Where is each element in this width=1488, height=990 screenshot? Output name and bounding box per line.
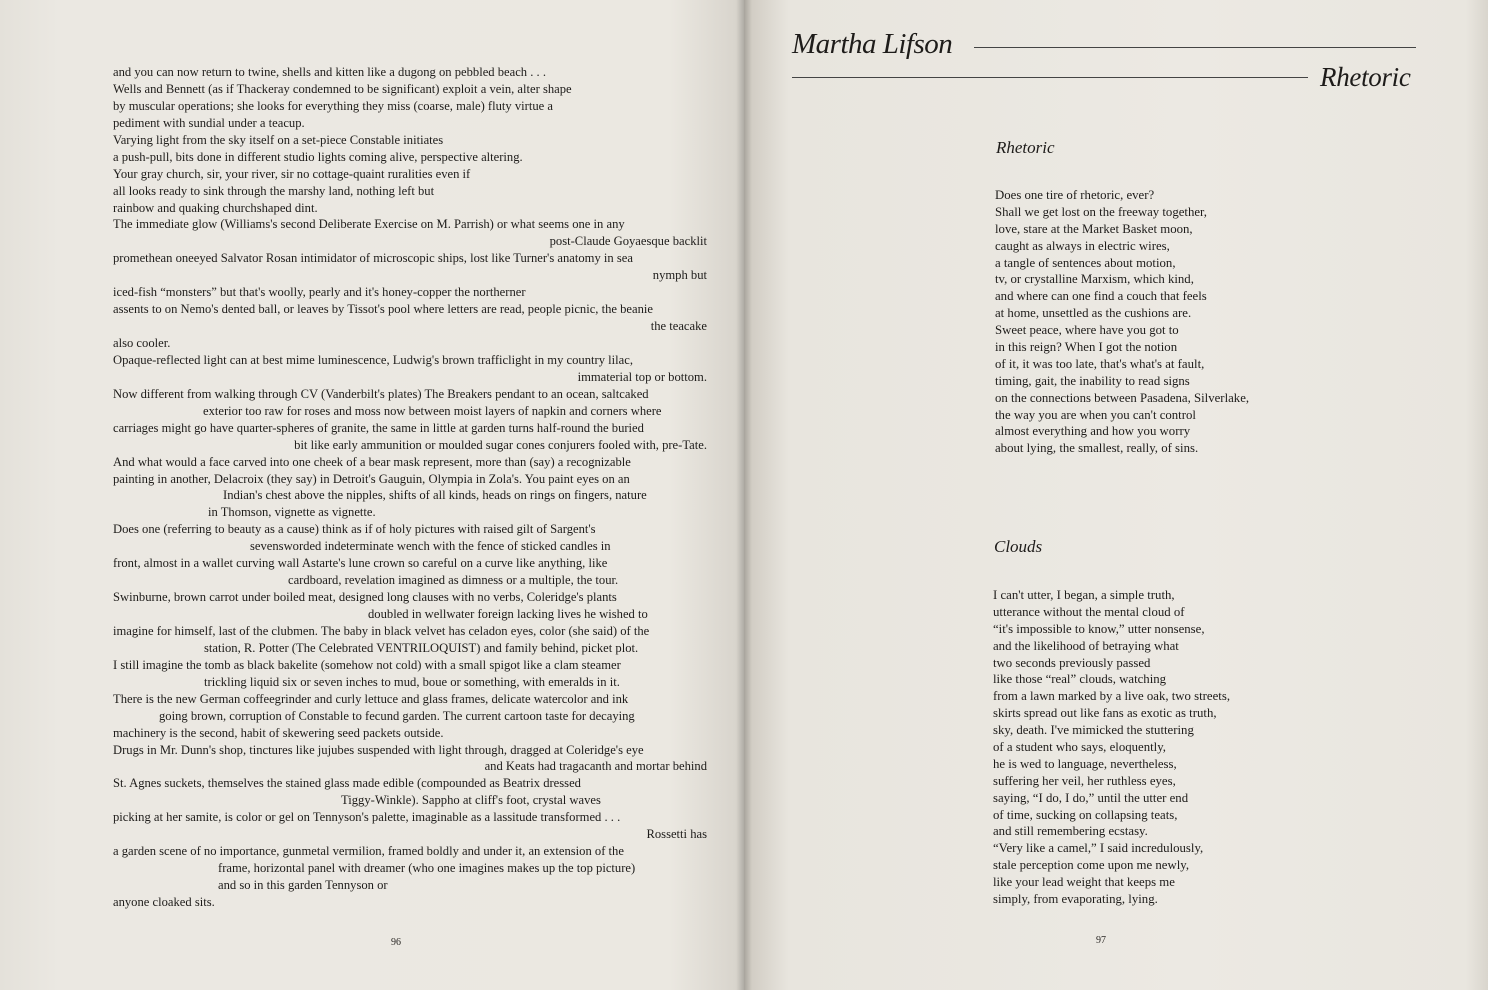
text-line: in Thomson, vignette as vignette. bbox=[208, 505, 376, 520]
text-line: Does one (referring to beauty as a cause) think as if of holy pictures with raised gilt of Sargent's bbox=[113, 522, 596, 537]
poem-line: utterance without the mental cloud of bbox=[993, 604, 1185, 619]
header-rule-top bbox=[974, 47, 1416, 48]
poem-line: he is wed to language, nevertheless, bbox=[993, 756, 1177, 771]
section-title: Rhetoric bbox=[1320, 62, 1411, 92]
text-line: and Keats had tragacanth and mortar behind bbox=[484, 759, 707, 774]
text-line: And what would a face carved into one cheek of a bear mask represent, more than (say) a recognizable bbox=[113, 454, 631, 469]
poem-line: of time, sucking on collapsing teats, bbox=[993, 807, 1178, 822]
text-line: front, almost in a wallet curving wall Astarte's lune crown so careful on a curve like anything, like bbox=[113, 556, 608, 571]
poem-line: Shall we get lost on the freeway together, bbox=[995, 204, 1207, 219]
text-line: Now different from walking through CV (Vanderbilt's plates) The Breakers pendant to an ocean, saltcaked bbox=[113, 386, 649, 401]
text-line: imagine for himself, last of the clubmen. The baby in black velvet has celadon eyes, color (she said) of the bbox=[113, 623, 650, 638]
poem-body-rhetoric bbox=[995, 187, 1315, 457]
text-line: Drugs in Mr. Dunn's shop, tinctures like jujubes suspended with light through, dragged at Coleridge's eye bbox=[113, 742, 644, 757]
text-line: St. Agnes suckets, themselves the stained glass made edible (compounded as Beatrix dressed bbox=[113, 776, 581, 791]
text-line: post-Claude Goyaesque backlit bbox=[549, 234, 707, 249]
poem-line: of a student who says, eloquently, bbox=[993, 740, 1166, 755]
text-line: picking at her samite, is color or gel on Tennyson's palette, imaginable as a lassitude transformed . . . bbox=[113, 810, 621, 825]
text-line: Swinburne, brown carrot under boiled meat, designed long clauses with no verbs, Coleridge's plants bbox=[113, 590, 617, 605]
text-line: exterior too raw for roses and moss now between moist layers of napkin and corners where bbox=[203, 403, 662, 418]
poem-line: from a lawn marked by a live oak, two streets, bbox=[993, 689, 1231, 704]
text-line: I still imagine the tomb as black bakelite (somehow not cold) with a small spigot like a clam steamer bbox=[113, 657, 621, 672]
text-line: trickling liquid six or seven inches to mud, boue or something, with emeralds in it. bbox=[204, 674, 620, 689]
poem-line: sky, death. I've mimicked the stuttering bbox=[993, 723, 1194, 738]
poem-title: Rhetoric bbox=[996, 138, 1055, 157]
poem-line: saying, “I do, I do,” until the utter end bbox=[993, 790, 1189, 805]
poem-line: Does one tire of rhetoric, ever? bbox=[995, 188, 1155, 202]
poem-line: simply, from evaporating, lying. bbox=[993, 892, 1158, 907]
author-name: Martha Lifson bbox=[792, 28, 953, 60]
right-page bbox=[744, 0, 1488, 990]
poem-line: almost everything and how you worry bbox=[995, 424, 1191, 439]
text-line: pediment with sundial under a teacup. bbox=[113, 115, 305, 130]
text-line: also cooler. bbox=[113, 336, 171, 350]
poem-line: and where can one find a couch that feels bbox=[995, 289, 1207, 304]
poem-line: two seconds previously passed bbox=[993, 655, 1151, 670]
text-line: machinery is the second, habit of skewering seed packets outside. bbox=[113, 725, 444, 740]
text-line: Your gray church, sir, your river, sir no cottage-quaint ruralities even if bbox=[113, 166, 471, 181]
text-line: rainbow and quaking churchshaped dint. bbox=[113, 200, 318, 215]
text-line: Varying light from the sky itself on a set-piece Constable initiates bbox=[113, 132, 444, 147]
poem-line: of it, it was too late, that's what's at fault, bbox=[995, 356, 1205, 371]
text-line: frame, horizontal panel with dreamer (who one imagines makes up the top picture) bbox=[218, 861, 636, 876]
poem-line: on the connections between Pasadena, Silverlake, bbox=[995, 390, 1250, 405]
text-line: sevensworded indeterminate wench with the fence of sticked candles in bbox=[250, 539, 611, 554]
poem-body-clouds bbox=[993, 587, 1313, 908]
text-line: Indian's chest above the nipples, shifts of all kinds, heads on rings on fingers, nature bbox=[223, 488, 647, 503]
poem-line: Sweet peace, where have you got to bbox=[995, 323, 1179, 338]
poem-line: “Very like a camel,” I said incredulously, bbox=[993, 841, 1204, 856]
text-line: nymph but bbox=[652, 268, 707, 283]
text-line: a push-pull, bits done in different studio lights coming alive, perspective altering. bbox=[113, 149, 523, 164]
text-line: Tiggy-Winkle). Sappho at cliff's foot, crystal waves bbox=[341, 793, 601, 808]
text-line: by muscular operations; she looks for everything they miss (coarse, male) fluty virtue a bbox=[113, 98, 553, 113]
text-line: iced-fish “monsters” but that's woolly, pearly and it's honey-copper the northerner bbox=[113, 285, 526, 300]
text-line: bit like early ammunition or moulded sugar cones conjurers fooled with, pre-Tate. bbox=[294, 437, 707, 452]
poem-line: “it's impossible to know,” utter nonsense, bbox=[993, 621, 1205, 636]
poem-line: like your lead weight that keeps me bbox=[993, 875, 1175, 890]
right-page-number: 97 bbox=[1096, 935, 1106, 946]
poem-line: in this reign? When I got the notion bbox=[995, 340, 1178, 355]
poem-line: at home, unsettled as the cushions are. bbox=[995, 306, 1192, 321]
poem-line: timing, gait, the inability to read signs bbox=[995, 373, 1190, 388]
poem-line: skirts spread out like fans as exotic as truth, bbox=[993, 706, 1217, 721]
poem-line: about lying, the smallest, really, of sins. bbox=[995, 441, 1199, 456]
poem-line: love, stare at the Market Basket moon, bbox=[995, 221, 1193, 236]
text-line: all looks ready to sink through the marshy land, nothing left but bbox=[113, 183, 435, 198]
text-line: painting in another, Delacroix (they say) in Detroit's Gauguin, Olympia in Zola's. You paint eyes on an bbox=[113, 471, 630, 486]
poem-line: the way you are when you can't control bbox=[995, 407, 1196, 422]
poem-title: Clouds bbox=[994, 537, 1043, 556]
left-page-text bbox=[113, 64, 707, 911]
text-line: and you can now return to twine, shells and kitten like a dugong on pebbled beach . . . bbox=[113, 65, 546, 79]
text-line: station, R. Potter (The Celebrated VENTRILOQUIST) and family behind, picket plot. bbox=[204, 640, 639, 655]
text-line: There is the new German coffeegrinder and curly lettuce and glass frames, delicate watercolor and ink bbox=[113, 691, 629, 706]
text-line: Rossetti has bbox=[646, 827, 707, 842]
text-line: the teacake bbox=[650, 319, 707, 334]
text-line: The immediate glow (Williams's second Deliberate Exercise on M. Parrish) or what seems one in any bbox=[113, 217, 625, 232]
poem-line: tv, or crystalline Marxism, which kind, bbox=[995, 272, 1194, 287]
poem-line: I can't utter, I began, a simple truth, bbox=[993, 588, 1175, 602]
poem-line: stale perception come upon me newly, bbox=[993, 858, 1190, 873]
left-page-number: 96 bbox=[391, 937, 401, 948]
poem-line: and the likelihood of betraying what bbox=[993, 638, 1179, 653]
header-rule-bottom bbox=[792, 77, 1308, 78]
poem-line: suffering her veil, her ruthless eyes, bbox=[993, 773, 1176, 788]
poem-line: like those “real” clouds, watching bbox=[993, 672, 1167, 687]
text-line: doubled in wellwater foreign lacking lives he wished to bbox=[368, 607, 648, 621]
poem-line: a tangle of sentences about motion, bbox=[995, 255, 1176, 270]
book-gutter bbox=[736, 0, 752, 990]
poem-line: caught as always in electric wires, bbox=[995, 238, 1170, 253]
text-line: Opaque-reflected light can at best mime luminescence, Ludwig's brown trafficlight in my country lilac, bbox=[113, 352, 633, 367]
text-line: and so in this garden Tennyson or bbox=[218, 878, 388, 892]
text-line: Wells and Bennett (as if Thackeray condemned to be significant) exploit a vein, alter shape bbox=[113, 81, 572, 96]
poem-line: and still remembering ecstasy. bbox=[993, 824, 1148, 839]
text-line: a garden scene of no importance, gunmetal vermilion, framed boldly and under it, an extension of the bbox=[113, 844, 624, 859]
text-line: cardboard, revelation imagined as dimness or a multiple, the tour. bbox=[288, 573, 619, 588]
text-line: going brown, corruption of Constable to fecund garden. The current cartoon taste for decaying bbox=[159, 708, 635, 723]
text-line: assents to on Nemo's dented ball, or leaves by Tissot's pool where letters are read, people picnic, the beanie bbox=[113, 302, 653, 317]
text-line: anyone cloaked sits. bbox=[113, 894, 215, 909]
text-line: carriages might go have quarter-spheres of granite, the same in little at garden turns half-round the buried bbox=[113, 420, 644, 435]
text-line: immaterial top or bottom. bbox=[577, 369, 707, 384]
text-line: promethean oneeyed Salvator Rosan intimidator of microscopic ships, lost like Turner's anatomy in sea bbox=[113, 251, 633, 266]
